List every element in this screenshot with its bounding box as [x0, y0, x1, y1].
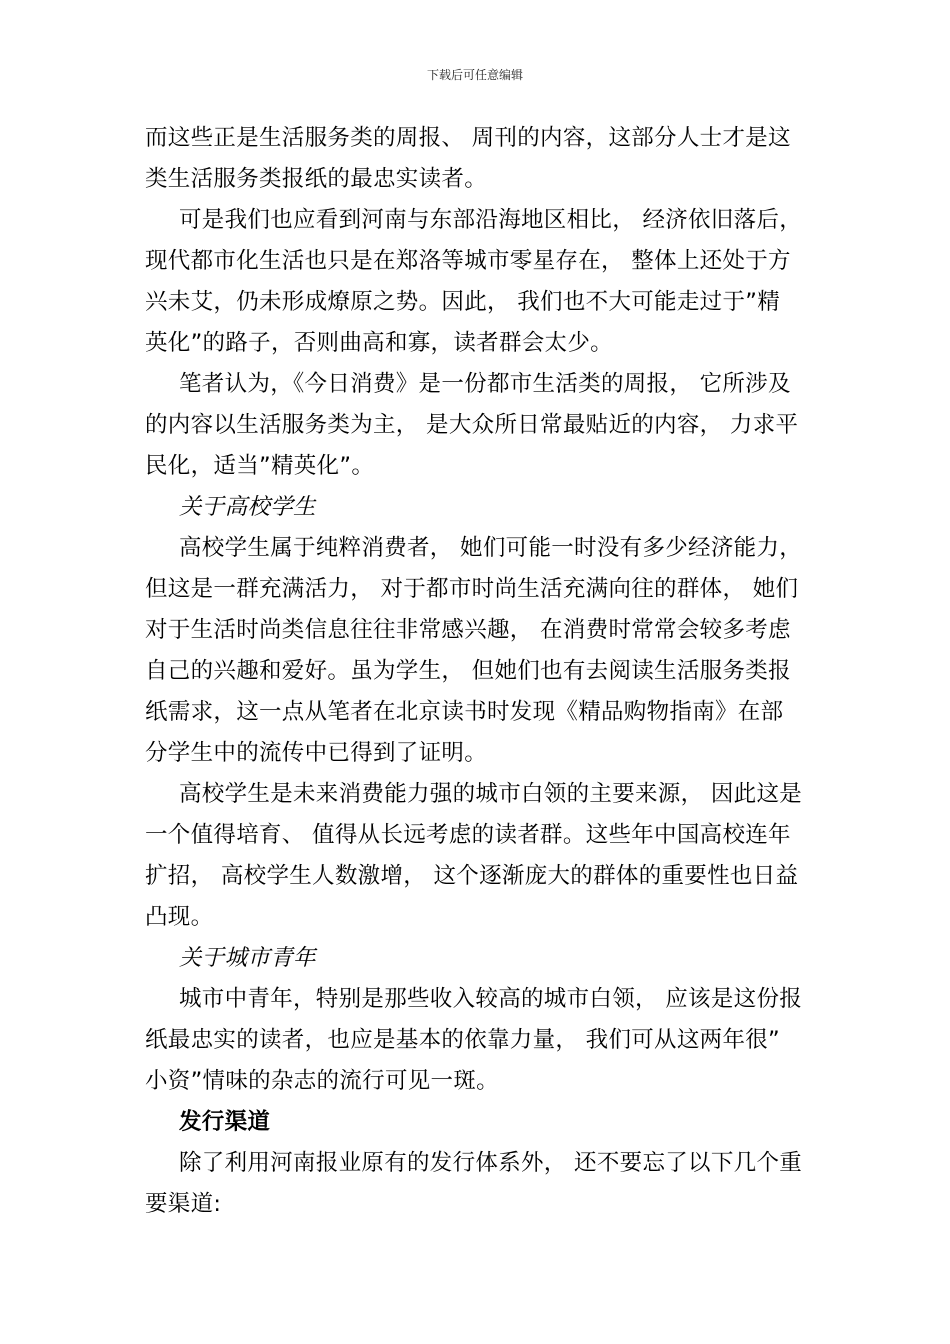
document-body [145, 118, 815, 1225]
text-line: 高校学生是未来消费能力强的城市白领的主要来源， 因此这是 [179, 781, 803, 807]
text-line: 城市中青年，特别是那些收入较高的城市白领， 应该是这份报 [179, 986, 803, 1012]
text-line: 一个值得培育、 值得从长远考虑的读者群。这些年中国高校连年 [145, 822, 791, 848]
text-line: 可是我们也应看到河南与东部沿海地区相比， 经济依旧落后， [179, 207, 803, 233]
text-line: 小资”情味的杂志的流行可见一斑。 [145, 1068, 499, 1094]
text-line: 笔者认为，《今日消费》是一份都市生活类的周报， 它所涉及 [179, 371, 791, 397]
text-line: 但这是一群充满活力， 对于都市时尚生活充满向往的群体， 她们 [145, 576, 799, 602]
page-header: 下载后可任意编辑 [426, 68, 523, 82]
text-line: 要渠道: [145, 1191, 222, 1217]
text-line: 自己的兴趣和爱好。虽为学生， 但她们也有去阅读生活服务类报 [145, 658, 791, 684]
section-heading: 发行渠道 [179, 1109, 271, 1135]
subheading: 关于高校学生 [179, 494, 316, 520]
text-line: 兴未艾，仍未形成燎原之势。因此， 我们也不大可能走过于”精 [145, 289, 781, 315]
text-line: 扩招， 高校学生人数激增， 这个逐渐庞大的群体的重要性也日益 [145, 863, 799, 889]
text-line: 凸现。 [145, 904, 214, 930]
text-line: 分学生中的流传中已得到了证明。 [145, 740, 488, 766]
text-line: 类生活服务类报纸的最忠实读者。 [145, 166, 488, 192]
text-line: 的内容以生活服务类为主， 是大众所日常最贴近的内容， 力求平 [145, 412, 799, 438]
text-line: 对于生活时尚类信息往往非常感兴趣， 在消费时常常会较多考虑 [145, 617, 791, 643]
text-line: 而这些正是生活服务类的周报、 周刊的内容，这部分人士才是这 [145, 125, 791, 151]
text-line: 民化，适当”精英化”。 [145, 453, 375, 479]
text-line: 纸需求，这一点从笔者在北京读书时发现《精品购物指南》在部 [145, 699, 784, 725]
text-line: 现代都市化生活也只是在郑洛等城市零星存在， 整体上还处于方 [145, 248, 791, 274]
text-line: 英化”的路子，否则曲高和寡，读者群会太少。 [145, 330, 613, 356]
text-line: 纸最忠实的读者，也应是基本的依靠力量， 我们可从这两年很” [145, 1027, 781, 1053]
text-line: 高校学生属于纯粹消费者， 她们可能一时没有多少经济能力， [179, 535, 803, 561]
subheading: 关于城市青年 [179, 945, 316, 971]
text-line: 除了利用河南报业原有的发行体系外， 还不要忘了以下几个重 [179, 1150, 803, 1176]
